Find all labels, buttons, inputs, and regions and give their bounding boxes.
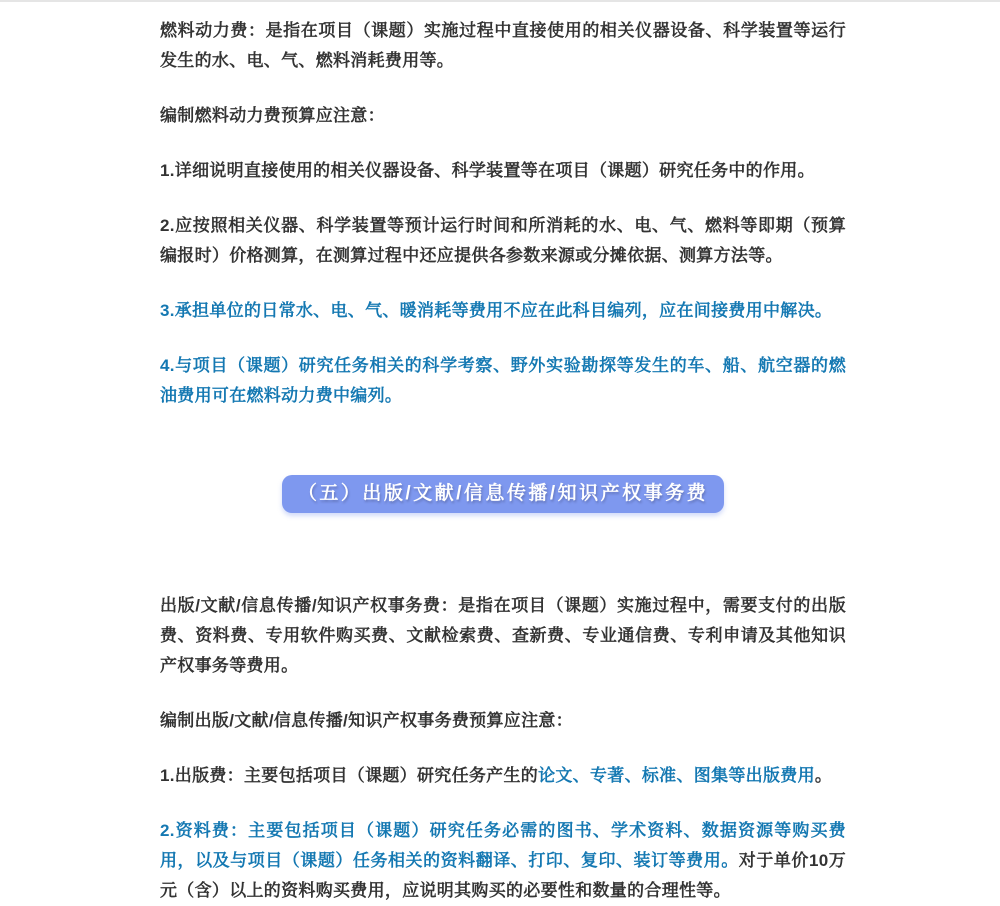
para-publication-item-1-lead: 1.出版费：主要包括项目（课题）研究任务产生的 [160, 766, 539, 785]
section-badge: （五）出版/文献/信息传播/知识产权事务费 [282, 475, 724, 513]
para-fuel-note-title-text: 编制燃料动力费预算应注意： [160, 106, 385, 125]
para-publication-definition [160, 591, 846, 681]
para-publication-item-1-period: 。 [814, 766, 833, 785]
para-publication-item-2-tail: 对于单价10万元（含）以上的资料购买费用，应说明其购买的必要性和数量的合理性等。 [160, 851, 847, 900]
para-fuel-item-3 [160, 296, 846, 326]
para-fuel-item-2-text: 2.应按照相关仪器、科学装置等预计运行时间和所消耗的水、电、气、燃料等即期（预算编报时）价格测算，在测算过程中还应提供各参数来源或分摊依据、测算方法等。 [160, 216, 846, 265]
para-publication-definition-text: 出版/文献/信息传播/知识产权事务费：是指在项目（课题）实施过程中，需要支付的出版费、资料费、专用软件购买费、文献检索费、查新费、专业通信费、专利申请及其他知识产权事务等费用。 [160, 596, 846, 675]
para-fuel-note-title [160, 101, 846, 131]
para-publication-item-2 [160, 816, 846, 906]
para-fuel-item-2 [160, 211, 846, 271]
para-publication-note-title-text: 编制出版/文献/信息传播/知识产权事务费预算应注意： [160, 711, 573, 730]
para-fuel-item-4-text: 4.与项目（课题）研究任务相关的科学考察、野外实验勘探等发生的车、船、航空器的燃油费用可在燃料动力费中编列。 [160, 356, 846, 405]
para-publication-item-1 [160, 761, 846, 791]
para-fuel-item-3-text: 3.承担单位的日常水、电、气、暖消耗等费用不应在此科目编列，应在间接费用中解决。 [160, 301, 833, 320]
para-publication-item-2-highlight: 2.资料费：主要包括项目（课题）研究任务必需的图书、学术资料、数据资源等购买费用，以及与项目（课题）任务相关的资料翻译、打印、复印、装订等费用。 [160, 821, 846, 870]
para-publication-note-title [160, 706, 846, 736]
para-publication-item-1-highlight: 论文、专著、标准、图集等出版费用 [538, 766, 815, 785]
article-content [160, 2, 846, 906]
section-heading-row [160, 475, 846, 513]
para-fuel-item-1 [160, 156, 846, 186]
para-fuel-definition [160, 16, 846, 76]
para-fuel-definition-text: 燃料动力费：是指在项目（课题）实施过程中直接使用的相关仪器设备、科学装置等运行发生的水、电、气、燃料消耗费用等。 [160, 21, 846, 70]
para-fuel-item-1-text: 1.详细说明直接使用的相关仪器设备、科学装置等在项目（课题）研究任务中的作用。 [160, 161, 815, 180]
para-fuel-item-4 [160, 351, 846, 411]
